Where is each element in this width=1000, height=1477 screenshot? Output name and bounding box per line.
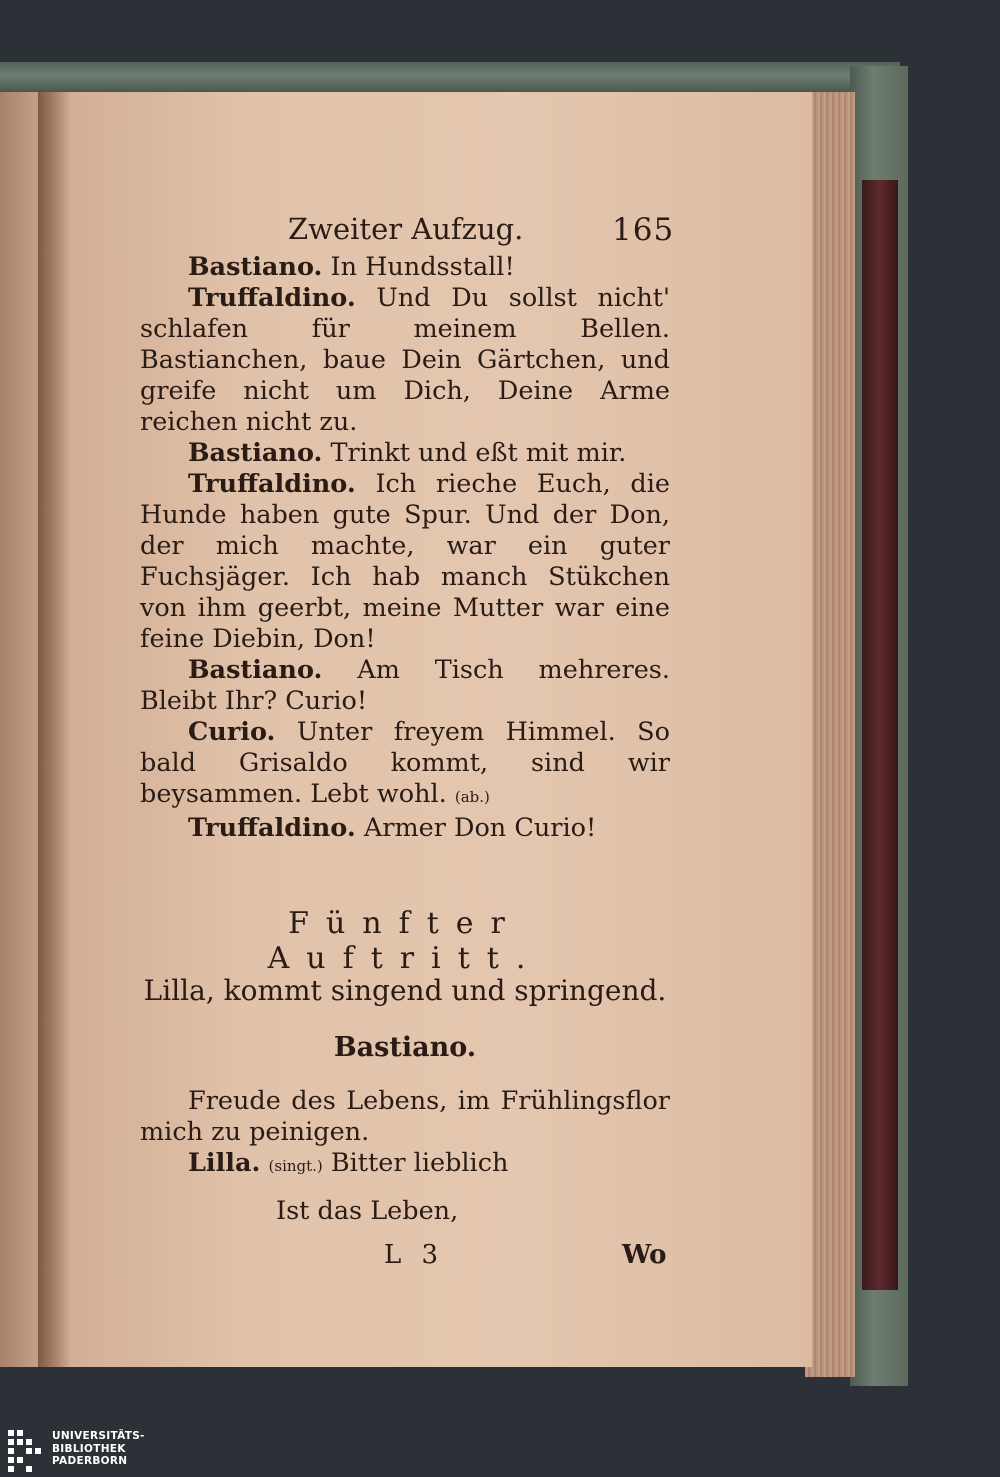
paragraph xyxy=(140,813,670,844)
speaker-name: Truffaldino. xyxy=(188,283,356,313)
speaker-name: Truffaldino. xyxy=(188,469,356,499)
verse-line: Bitter lieblich xyxy=(330,1148,509,1178)
paragraph xyxy=(140,469,670,655)
running-head: Zweiter Aufzug. xyxy=(288,212,524,246)
paragraph xyxy=(140,717,670,813)
library-logo xyxy=(0,1426,150,1477)
speaker-name: Truffaldino. xyxy=(188,813,356,843)
catchword: Wo xyxy=(622,1240,667,1270)
paragraph xyxy=(140,655,670,717)
speaker-name: Lilla. xyxy=(188,1148,261,1178)
paragraph xyxy=(140,252,670,283)
library-name-line: UNIVERSITÄTS- xyxy=(52,1430,145,1442)
speech-text: Und Du sollst nicht' schlafen für meinem Bellen. Bastianchen, baue Dein Gärtchen, und greife nicht um Dich, Deine Arme reichen nicht zu. xyxy=(140,283,671,437)
speech-text: In Hundsstall! xyxy=(330,252,515,282)
speech-text: Ich rieche Euch, die Hunde haben gute Spur. Und der Don, der mich machte, war ein guter Fuchsjäger. Ich hab manch Stükchen von ihm geerbt, meine Mutter war eine feine Diebin, Don! xyxy=(140,469,671,654)
scene-title: Fünfter Auftritt. xyxy=(267,906,543,976)
stage-direction: (ab.) xyxy=(454,788,490,806)
stage-direction: (singt.) xyxy=(268,1157,323,1175)
speech-text: Am Tisch mehreres. Bleibt Ihr? Curio! xyxy=(140,655,671,716)
verse-line: Ist das Leben, xyxy=(276,1196,459,1226)
speech-text: Freude des Lebens, im Frühlingsflor mich zu peinigen. xyxy=(140,1086,670,1147)
book-cover-top xyxy=(0,62,900,92)
signature-mark: L 3 xyxy=(384,1240,445,1270)
speaker-name: Curio. xyxy=(188,717,276,747)
paragraph xyxy=(140,1148,670,1182)
paragraph xyxy=(140,438,670,469)
speaker-name: Bastiano. xyxy=(188,252,323,282)
library-name xyxy=(52,1430,145,1468)
scene-also-present: Bastiano. xyxy=(333,1032,477,1063)
library-name-line: PADERBORN xyxy=(52,1455,128,1467)
speaker-name: Bastiano. xyxy=(188,655,323,685)
speech-text: Unter freyem Himmel. So bald Grisaldo kommt, sind wir beysammen. Lebt wohl. xyxy=(140,717,670,809)
page-edges xyxy=(805,92,855,1377)
book-spine xyxy=(862,180,898,1290)
scene-persons: Lilla, kommt singend und springend. xyxy=(143,974,667,1007)
book-gutter xyxy=(38,92,72,1367)
page-number: 165 xyxy=(612,212,675,248)
library-name-line: BIBLIOTHEK xyxy=(52,1442,126,1455)
library-logo-icon xyxy=(8,1430,42,1472)
body-text xyxy=(140,252,670,844)
paragraph xyxy=(140,283,670,438)
speaker-name: Bastiano. xyxy=(188,438,323,468)
speech-text: Armer Don Curio! xyxy=(363,813,597,843)
body-text-after-scene xyxy=(140,1086,670,1182)
paragraph xyxy=(140,1086,670,1148)
speech-text: Trinkt und eßt mit mir. xyxy=(330,438,627,468)
